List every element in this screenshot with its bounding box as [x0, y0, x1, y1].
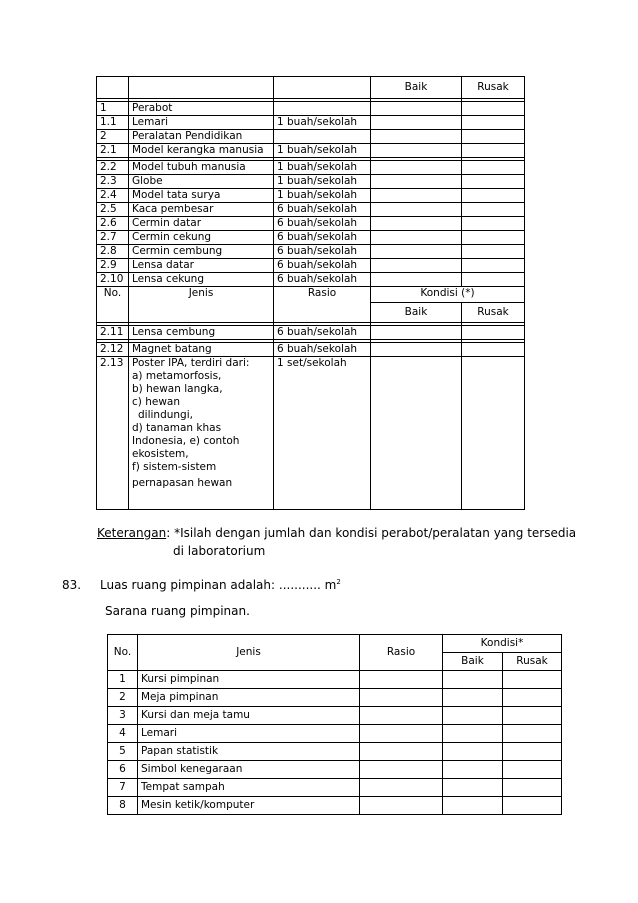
row-jenis: Cermin cembung: [129, 245, 274, 259]
row-rasio: 6 buah/sekolah: [274, 326, 371, 340]
row-baik: [371, 144, 462, 158]
row-rusak: [462, 144, 525, 158]
row-number: 1: [108, 671, 138, 689]
table-row: [108, 797, 562, 815]
row-baik: [371, 217, 462, 231]
row-rasio: 6 buah/sekolah: [274, 203, 371, 217]
row-jenis: Peralatan Pendidikan: [129, 130, 274, 144]
t2-header-rusak: Rusak: [503, 653, 562, 671]
question-text: Luas ruang pimpinan adalah: ........... m: [100, 578, 337, 592]
row-number: 2: [97, 130, 129, 144]
row-baik: [371, 326, 462, 340]
row-rusak: [503, 743, 562, 761]
poster-description: [129, 357, 274, 510]
top-header-blank: [274, 77, 371, 99]
keterangan-text: : *Isilah dengan jumlah dan kondisi perabot/peralatan yang tersedia: [166, 526, 577, 540]
row-rusak: [503, 689, 562, 707]
row-jenis: Kursi dan meja tamu: [138, 707, 360, 725]
row-baik: [371, 343, 462, 357]
question-superscript: 2: [336, 578, 341, 586]
row-baik: [371, 161, 462, 175]
table-row: [97, 231, 525, 245]
table-row: [97, 161, 525, 175]
row-rasio: [274, 102, 371, 116]
row-jenis: Model kerangka manusia: [129, 144, 274, 158]
top-header-blank: [97, 77, 129, 99]
row-rusak: [503, 761, 562, 779]
t2-header-kondisi: Kondisi*: [443, 635, 562, 653]
table-row: [108, 725, 562, 743]
row-baik: [371, 203, 462, 217]
table-row: [108, 689, 562, 707]
poster-line: Indonesia, e) contoh: [132, 435, 240, 447]
row-rasio: 1 buah/sekolah: [274, 189, 371, 203]
keterangan-note: [97, 524, 597, 560]
row-jenis: Kaca pembesar: [129, 203, 274, 217]
poster-line: f) sistem-sistem: [132, 461, 217, 473]
row-rusak: [462, 175, 525, 189]
mid-header-rusak: Rusak: [462, 303, 525, 323]
row-rasio: [360, 707, 443, 725]
row-baik: [443, 671, 503, 689]
row-baik: [371, 130, 462, 144]
row-baik: [371, 357, 462, 510]
row-rusak: [462, 116, 525, 130]
row-rusak: [503, 797, 562, 815]
mid-header-baik: Baik: [371, 303, 462, 323]
equipment-table-body: [97, 77, 525, 510]
row-rusak: [462, 102, 525, 116]
row-rusak: [462, 217, 525, 231]
poster-line: d) tanaman khas: [132, 422, 222, 434]
row-number: 5: [108, 743, 138, 761]
row-number: 2.5: [97, 203, 129, 217]
row-rasio: [360, 779, 443, 797]
row-rasio: 6 buah/sekolah: [274, 343, 371, 357]
table-row: [97, 116, 525, 130]
row-jenis: Lensa cembung: [129, 326, 274, 340]
top-header-rusak: Rusak: [462, 77, 525, 99]
row-rusak: [462, 130, 525, 144]
row-rusak: [462, 161, 525, 175]
mid-header-jenis: Jenis: [129, 287, 274, 323]
mid-header-no: No.: [97, 287, 129, 323]
table-row: [108, 779, 562, 797]
row-rasio: 6 buah/sekolah: [274, 273, 371, 287]
row-rasio: [360, 725, 443, 743]
t2-header-row: [108, 635, 562, 653]
row-rusak: [503, 725, 562, 743]
row-rusak: [462, 357, 525, 510]
row-number: 3: [108, 707, 138, 725]
table-row: [108, 761, 562, 779]
poster-line: pernapasan hewan: [132, 477, 233, 489]
row-number: 2.11: [97, 326, 129, 340]
table-row: [108, 707, 562, 725]
row-baik: [371, 259, 462, 273]
row-baik: [371, 189, 462, 203]
row-rusak: [462, 273, 525, 287]
row-jenis: Meja pimpinan: [138, 689, 360, 707]
row-jenis: Lensa cekung: [129, 273, 274, 287]
row-number: 2.8: [97, 245, 129, 259]
row-jenis: Kursi pimpinan: [138, 671, 360, 689]
row-baik: [443, 761, 503, 779]
row-rusak: [462, 326, 525, 340]
row-rasio: [360, 743, 443, 761]
row-baik: [443, 779, 503, 797]
question-number: 83.: [62, 578, 82, 592]
row-jenis: Tempat sampah: [138, 779, 360, 797]
row-baik: [443, 725, 503, 743]
table-row: [97, 326, 525, 340]
poster-line: c) hewan: [132, 396, 180, 408]
table-row: [97, 189, 525, 203]
row-rusak: [462, 343, 525, 357]
row-rusak: [462, 231, 525, 245]
row-number: 2.1: [97, 144, 129, 158]
row-jenis: Perabot: [129, 102, 274, 116]
row-rusak: [462, 245, 525, 259]
row-rasio: [274, 130, 371, 144]
row-rasio: 6 buah/sekolah: [274, 259, 371, 273]
row-rusak: [503, 707, 562, 725]
table-row: [97, 102, 525, 116]
poster-line: dilindungi,: [138, 409, 193, 421]
row-rasio: 6 buah/sekolah: [274, 245, 371, 259]
row-rasio: 1 buah/sekolah: [274, 116, 371, 130]
row-jenis: Cermin datar: [129, 217, 274, 231]
row-rasio: 1 buah/sekolah: [274, 175, 371, 189]
row-jenis: Magnet batang: [129, 343, 274, 357]
row-jenis: Lemari: [138, 725, 360, 743]
poster-line: a) metamorfosis,: [132, 370, 222, 382]
row-baik: [371, 245, 462, 259]
t2-header-no: No.: [108, 635, 138, 671]
row-rasio: [360, 689, 443, 707]
row-number: 2.12: [97, 343, 129, 357]
row-number: 6: [108, 761, 138, 779]
mid-header-rasio: Rasio: [274, 287, 371, 323]
table-row: [97, 203, 525, 217]
row-baik: [371, 175, 462, 189]
keterangan-text-2: di laboratorium: [173, 544, 266, 558]
t2-header-rasio: Rasio: [360, 635, 443, 671]
row-number: 2.7: [97, 231, 129, 245]
row-number: 2.13: [97, 357, 129, 510]
keterangan-label: Keterangan: [97, 526, 167, 540]
row-rasio: [360, 797, 443, 815]
row-jenis: Mesin ketik/komputer: [138, 797, 360, 815]
row-rasio: 1 buah/sekolah: [274, 161, 371, 175]
row-jenis: Lensa datar: [129, 259, 274, 273]
table-row: [97, 259, 525, 273]
top-header-blank: [129, 77, 274, 99]
row-number: 2.6: [97, 217, 129, 231]
top-header-row: [97, 77, 525, 99]
row-baik: [443, 707, 503, 725]
table-row: [108, 743, 562, 761]
equipment-table: [96, 76, 525, 510]
table-row: [97, 144, 525, 158]
row-number: 2.4: [97, 189, 129, 203]
top-header-baik: Baik: [371, 77, 462, 99]
row-rusak: [503, 779, 562, 797]
mid-header-row: [97, 287, 525, 303]
row-rasio: [360, 671, 443, 689]
row-baik: [443, 797, 503, 815]
mid-header-kondisi: Kondisi (*): [371, 287, 525, 303]
row-baik: [371, 231, 462, 245]
t2-header-baik: Baik: [443, 653, 503, 671]
row-jenis: Globe: [129, 175, 274, 189]
table-row: [97, 175, 525, 189]
leader-room-table: [107, 634, 562, 815]
row-jenis: Model tata surya: [129, 189, 274, 203]
t2-header-jenis: Jenis: [138, 635, 360, 671]
table-row: [97, 343, 525, 357]
row-rusak: [462, 203, 525, 217]
table-row: [108, 671, 562, 689]
table-row: [97, 217, 525, 231]
row-rasio: [360, 761, 443, 779]
row-rasio: 6 buah/sekolah: [274, 217, 371, 231]
row-rusak: [462, 189, 525, 203]
row-rasio: 1 buah/sekolah: [274, 144, 371, 158]
row-number: 2.10: [97, 273, 129, 287]
row-baik: [371, 116, 462, 130]
row-number: 2: [108, 689, 138, 707]
poster-line: b) hewan langka,: [132, 383, 223, 395]
row-rasio: 1 set/sekolah: [274, 357, 371, 510]
row-number: 1: [97, 102, 129, 116]
poster-line: Poster IPA, terdiri dari:: [132, 357, 250, 369]
table-row: [97, 130, 525, 144]
table-row: [97, 245, 525, 259]
row-rusak: [503, 671, 562, 689]
row-baik: [443, 689, 503, 707]
row-number: 8: [108, 797, 138, 815]
table-row: [97, 273, 525, 287]
row-rusak: [462, 259, 525, 273]
row-rasio: 6 buah/sekolah: [274, 231, 371, 245]
row-jenis: Lemari: [129, 116, 274, 130]
poster-row: [97, 357, 525, 510]
row-number: 2.2: [97, 161, 129, 175]
row-jenis: Cermin cekung: [129, 231, 274, 245]
row-number: 7: [108, 779, 138, 797]
row-baik: [371, 273, 462, 287]
row-baik: [371, 102, 462, 116]
row-number: 4: [108, 725, 138, 743]
row-jenis: Model tubuh manusia: [129, 161, 274, 175]
poster-line: ekosistem,: [132, 448, 189, 460]
row-baik: [443, 743, 503, 761]
row-jenis: Papan statistik: [138, 743, 360, 761]
leader-room-table-body: [108, 635, 562, 815]
row-number: 2.9: [97, 259, 129, 273]
question-83: [62, 578, 341, 592]
row-number: 1.1: [97, 116, 129, 130]
sarana-title: Sarana ruang pimpinan.: [105, 604, 250, 618]
row-number: 2.3: [97, 175, 129, 189]
row-jenis: Simbol kenegaraan: [138, 761, 360, 779]
